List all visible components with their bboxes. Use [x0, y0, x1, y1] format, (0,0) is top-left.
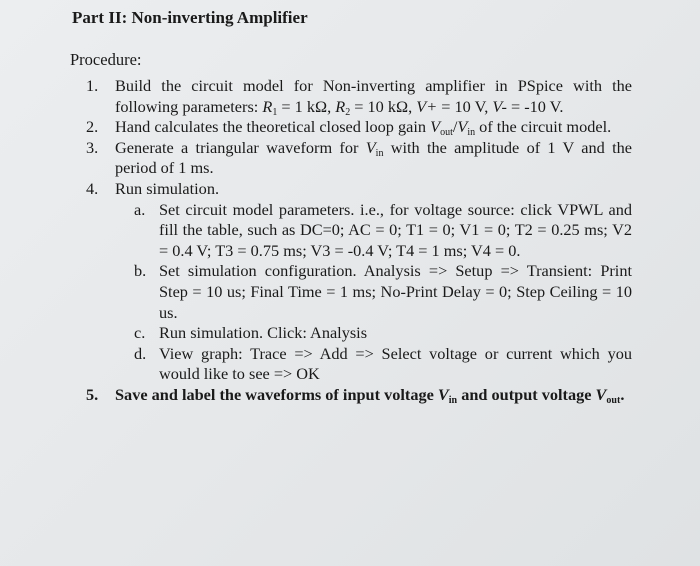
subscript: out	[440, 127, 453, 139]
text-segment: V	[595, 384, 607, 404]
procedure-list	[86, 76, 632, 406]
text-segment: = -10 V.	[506, 96, 564, 116]
text-segment: Generate a triangular waveform for	[115, 137, 366, 157]
text-segment: with the amplitude of 1 V and the period of 1 ms.	[115, 137, 633, 178]
text-segment: V	[437, 384, 449, 404]
substep-text: Set circuit model parameters. i.e., for voltage source: click VPWL and fill the table, such as DC=0; AC = 0; T1 = 0; V1 = 0; T2 = 0.25 ms; V2 = 0.4 V; T3 = 0.75 ms; V3 = -0.4 V; T4 = 1 ms; V4 = 0.	[159, 199, 632, 260]
text-segment: V+	[416, 96, 438, 116]
subscript: in	[375, 147, 384, 159]
step-number: 4.	[86, 178, 99, 198]
step-text	[115, 138, 632, 179]
text-segment: of the circuit model.	[475, 117, 612, 137]
substep-text: Run simulation. Click: Analysis	[159, 323, 368, 343]
procedure-step	[86, 385, 632, 406]
procedure-step	[86, 117, 632, 138]
step-text	[115, 385, 632, 406]
text-segment: = 10 kΩ,	[350, 96, 417, 116]
text-segment: /	[452, 117, 458, 137]
subscript: 2	[345, 106, 351, 118]
subscript: in	[448, 394, 458, 406]
procedure-substep	[134, 200, 632, 262]
text-segment: = 1 kΩ,	[277, 96, 336, 116]
substep-text: View graph: Trace => Add => Select voltage or current which you would like to see => OK	[159, 343, 632, 384]
step-number: 5.	[86, 384, 99, 404]
procedure-step	[86, 76, 632, 117]
text-segment: V-	[492, 96, 507, 116]
subscript: in	[467, 127, 476, 139]
step-text	[115, 76, 632, 117]
step-text	[115, 117, 632, 138]
subscript: 1	[272, 106, 278, 118]
text-segment: Run simulation.	[115, 178, 220, 198]
text-segment: V	[430, 117, 441, 137]
substep-letter: b.	[134, 261, 147, 281]
step-number: 1.	[86, 76, 99, 95]
substep-text: Set simulation configuration. Analysis => Setup => Transient: Print Step = 10 us; Final Time = 1 ms; No-Print Delay = 0; Step Ceiling = 10 us.	[159, 261, 632, 322]
procedure-heading: Procedure:	[70, 50, 142, 69]
text-segment: .	[620, 384, 625, 404]
procedure-step	[86, 179, 632, 200]
text-segment: R	[262, 96, 273, 116]
text-segment: Hand calculates the theoretical closed loop gain	[115, 117, 431, 137]
substep-letter: d.	[134, 343, 147, 363]
section-title: Part II: Non-inverting Amplifier	[72, 8, 308, 27]
procedure-substep	[134, 323, 632, 344]
step-number: 2.	[86, 117, 99, 137]
text-segment: = 10 V,	[437, 96, 493, 116]
substep-letter: a.	[134, 199, 146, 219]
text-segment: and output voltage	[457, 384, 596, 404]
text-segment: Build the circuit model for Non-inverting amplifier in PSpice with the following parameters:	[115, 76, 632, 116]
text-segment: Save and label the waveforms of input voltage	[115, 384, 438, 404]
step-number: 3.	[86, 137, 99, 157]
substep-letter: c.	[134, 323, 146, 343]
text-segment: V	[365, 137, 376, 157]
subscript: out	[606, 394, 621, 406]
procedure-substep	[134, 344, 632, 385]
step-text	[115, 179, 632, 200]
procedure-substep	[134, 261, 632, 323]
text-segment: V	[457, 117, 468, 137]
text-segment: R	[335, 96, 346, 116]
procedure-step	[86, 138, 632, 179]
